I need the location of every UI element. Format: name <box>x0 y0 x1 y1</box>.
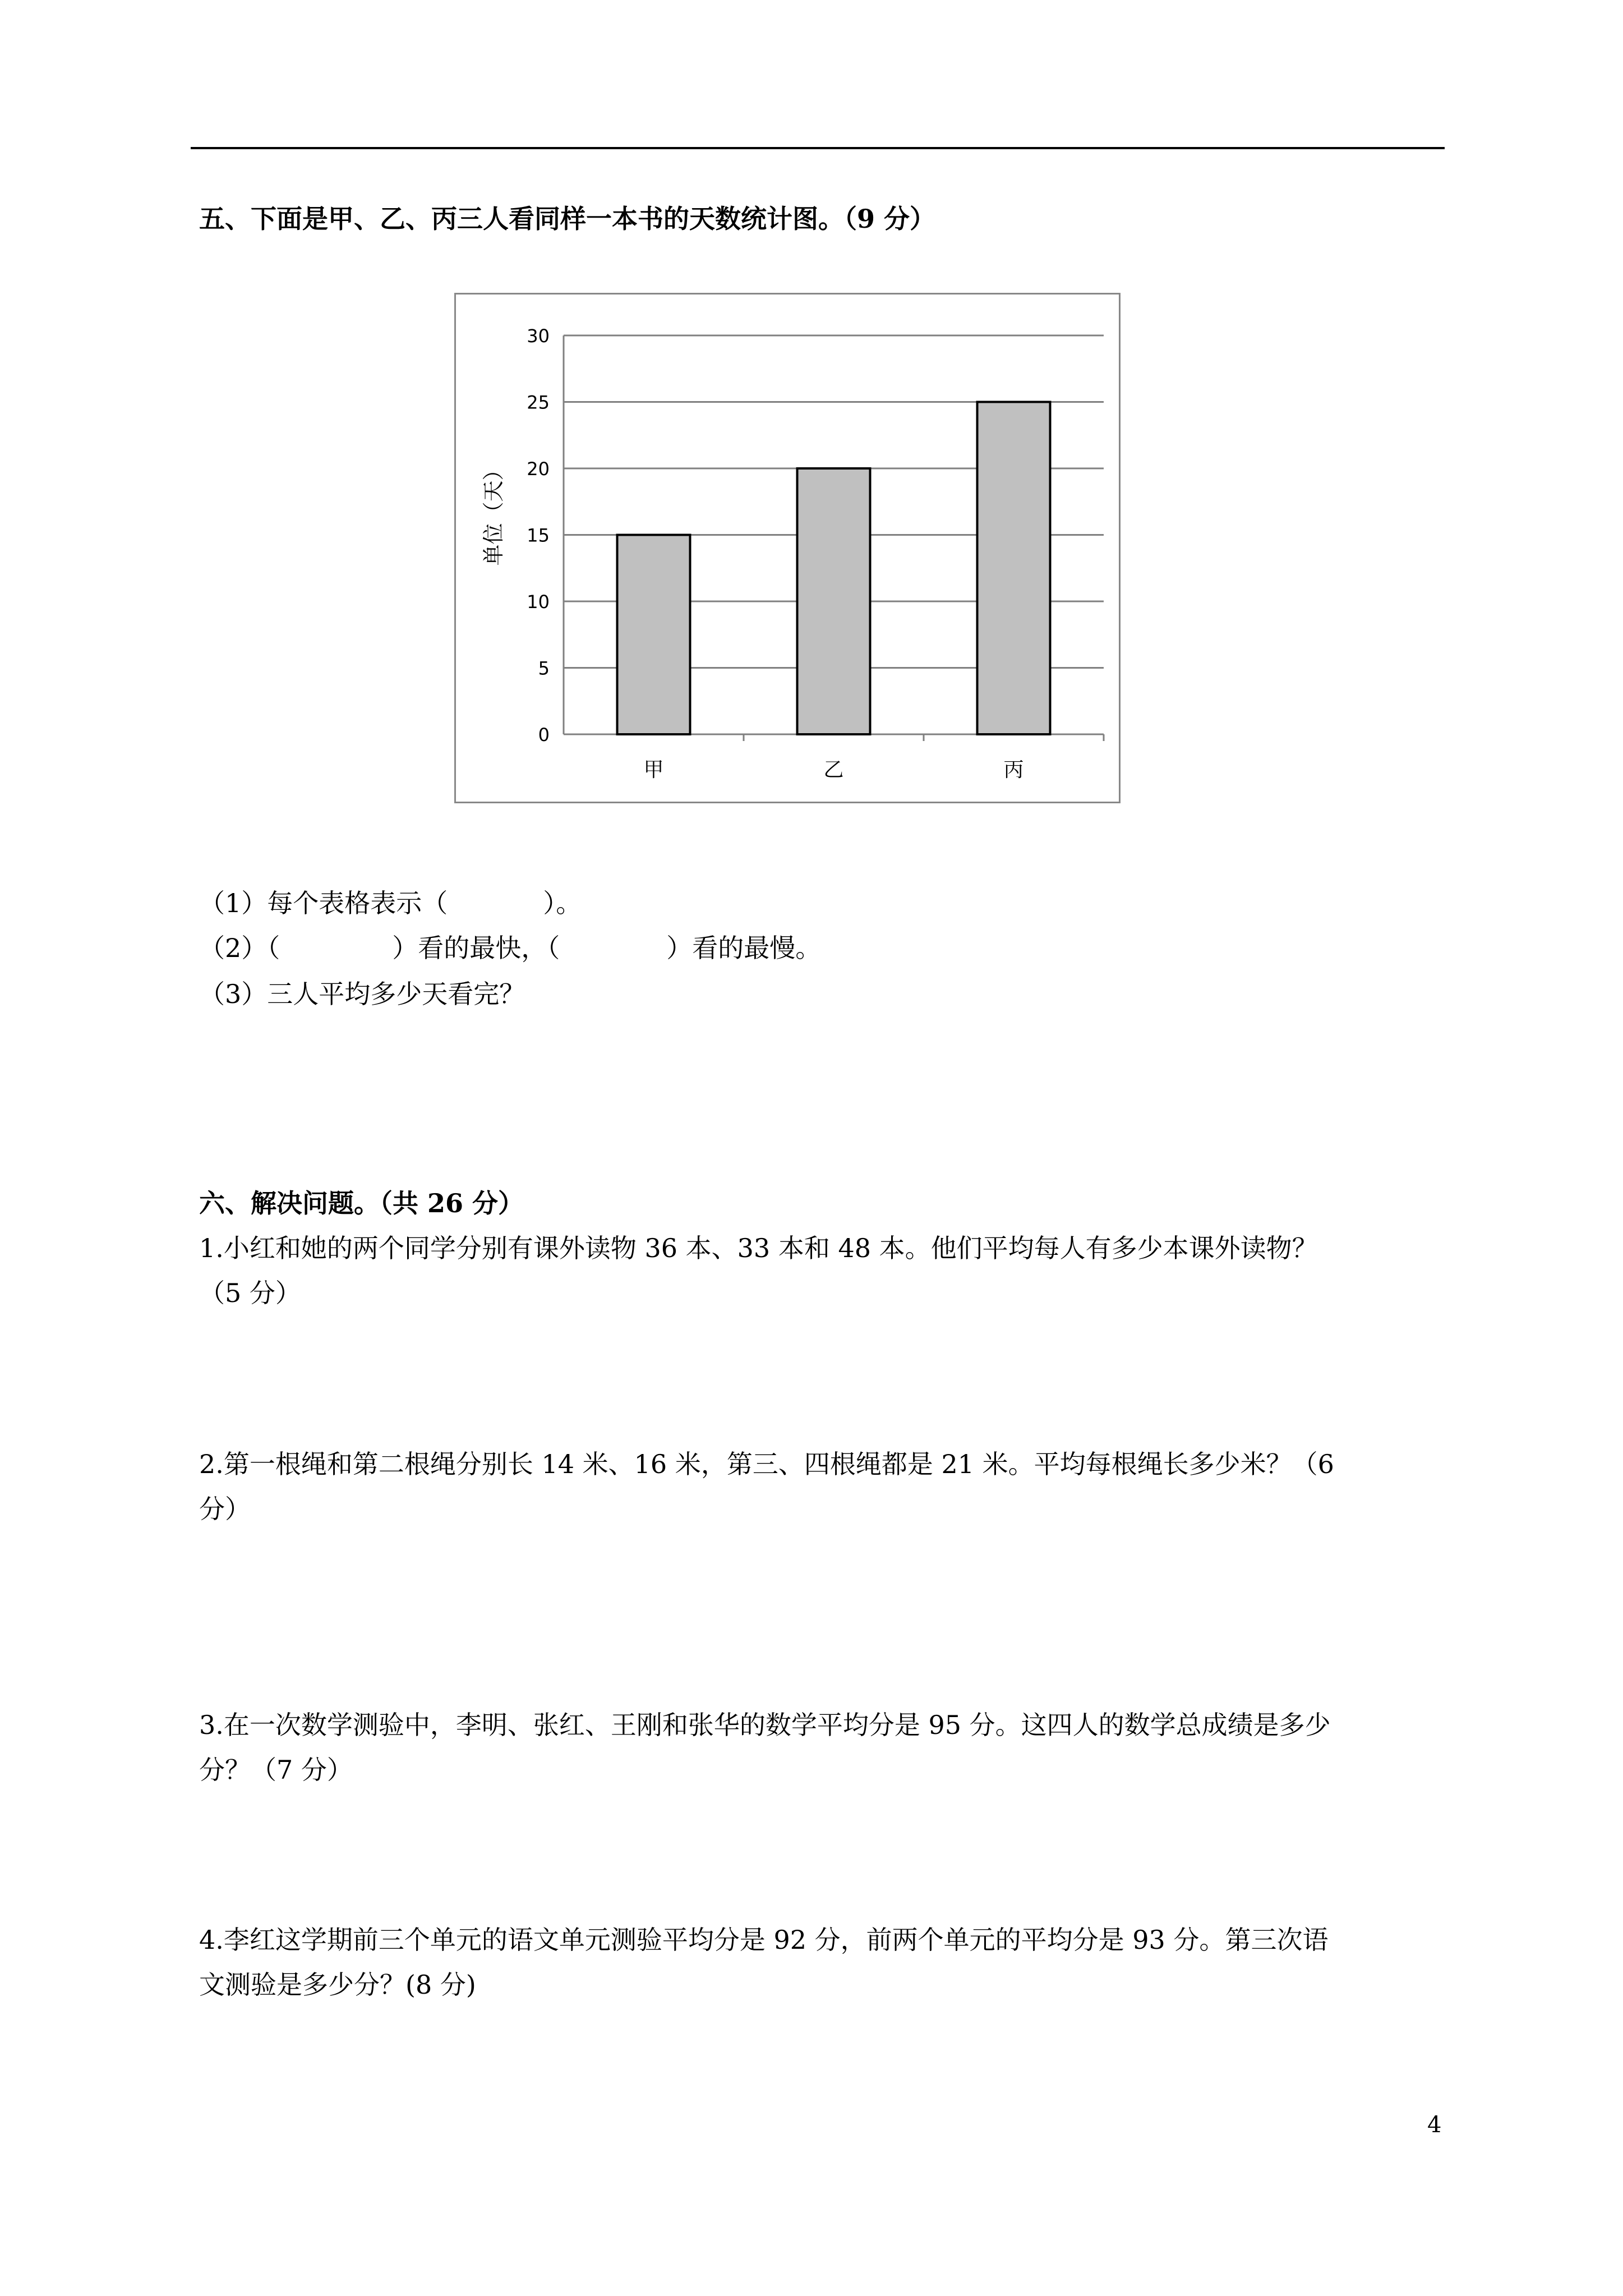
question-5-1-pre: （1）每个表格表示（ <box>199 888 448 918</box>
bar <box>617 535 690 735</box>
section5-title: 五、下面是甲、乙、丙三人看同样一本书的天数统计图。（9 分） <box>199 204 936 234</box>
question-5-1 <box>199 881 582 926</box>
problem-3-line2: 分？（7 分） <box>199 1755 353 1785</box>
problem-2-line2: 分） <box>199 1494 251 1524</box>
bar <box>797 468 870 734</box>
problem-4-line2: 文测验是多少分？(8 分) <box>199 1970 476 2000</box>
question-5-2-post: ）看的最慢。 <box>666 933 822 963</box>
question-5-3: （3）三人平均多少天看完？ <box>199 979 525 1009</box>
header-rule <box>191 147 1445 149</box>
question-5-2 <box>199 926 821 970</box>
problem-4-line1: 4.李红这学期前三个单元的语文单元测验平均分是 92 分，前两个单元的平均分是 93 分。第三次语 <box>199 1925 1329 1955</box>
y-tick-label: 5 <box>538 657 550 679</box>
bar-chart-frame <box>454 293 1121 803</box>
y-tick-label: 15 <box>527 524 550 546</box>
problem-2-line1: 2.第一根绳和第二根绳分别长 14 米、16 米，第三、四根绳都是 21 米。平均每根绳长多少米？（6 <box>199 1449 1334 1479</box>
problem-1-line1: 1.小红和她的两个同学分别有课外读物 36 本、33 本和 48 本。他们平均每人有多少本课外读物？ <box>199 1233 1318 1263</box>
bar <box>978 402 1050 735</box>
problem-3-line1: 3.在一次数学测验中，李明、张红、王刚和张华的数学平均分是 95 分。这四人的数学总成绩是多少 <box>199 1710 1331 1740</box>
x-tick-label: 乙 <box>823 758 844 781</box>
question-5-2-mid: ）看的最快，（ <box>392 933 560 963</box>
page-number: 4 <box>1427 2112 1442 2138</box>
question-5-2-pre: （2）（ <box>199 933 280 963</box>
question-5-1-post: ）。 <box>543 888 582 918</box>
bar-chart <box>456 295 1119 802</box>
y-tick-label: 0 <box>538 724 550 746</box>
y-tick-label: 30 <box>527 325 550 347</box>
x-tick-label: 甲 <box>643 758 664 781</box>
y-tick-label: 25 <box>527 392 550 413</box>
x-tick-label: 丙 <box>1003 758 1024 781</box>
y-tick-label: 10 <box>527 591 550 613</box>
y-tick-label: 20 <box>527 458 550 480</box>
y-axis-label: 单位（天） <box>481 459 506 566</box>
section6-title: 六、解决问题。（共 26 分） <box>199 1188 524 1218</box>
problem-1-line2: （5 分） <box>199 1278 301 1308</box>
